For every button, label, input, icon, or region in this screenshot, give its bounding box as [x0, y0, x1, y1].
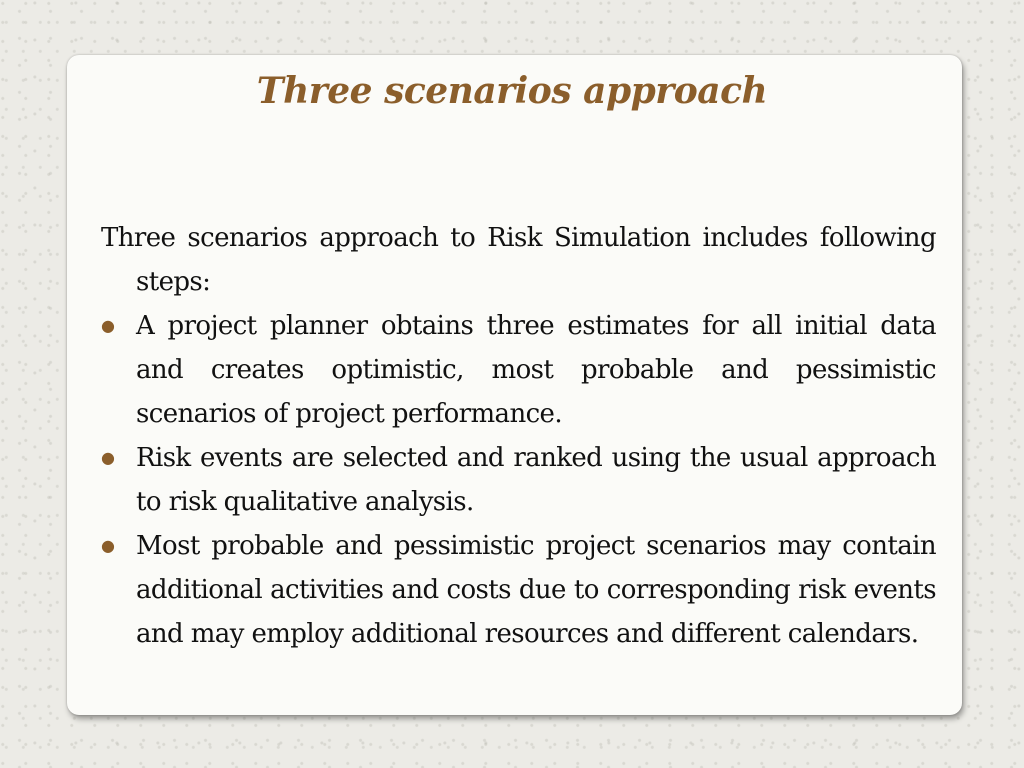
bullet-icon: ●	[101, 536, 115, 555]
bullet-icon: ●	[101, 316, 115, 335]
list-item	[101, 524, 936, 656]
step-text: Most probable and pessimistic project scenarios may contain additional activities and costs due to corresponding risk events and may employ additional resources and different calendars.	[136, 531, 936, 649]
steps-list	[101, 304, 936, 656]
step-text: A project planner obtains three estimates for all initial data and creates optimistic, most probable and pessimistic scenarios of project performance.	[136, 311, 936, 429]
list-item	[101, 436, 936, 524]
slide-body	[101, 216, 936, 656]
intro-paragraph: Three scenarios approach to Risk Simulation includes following steps:	[101, 223, 936, 297]
bullet-icon: ●	[101, 448, 115, 467]
slide-title: Three scenarios approach	[256, 70, 768, 112]
step-text: Risk events are selected and ranked using the usual approach to risk qualitative analysis.	[136, 443, 936, 517]
list-item	[101, 304, 936, 436]
